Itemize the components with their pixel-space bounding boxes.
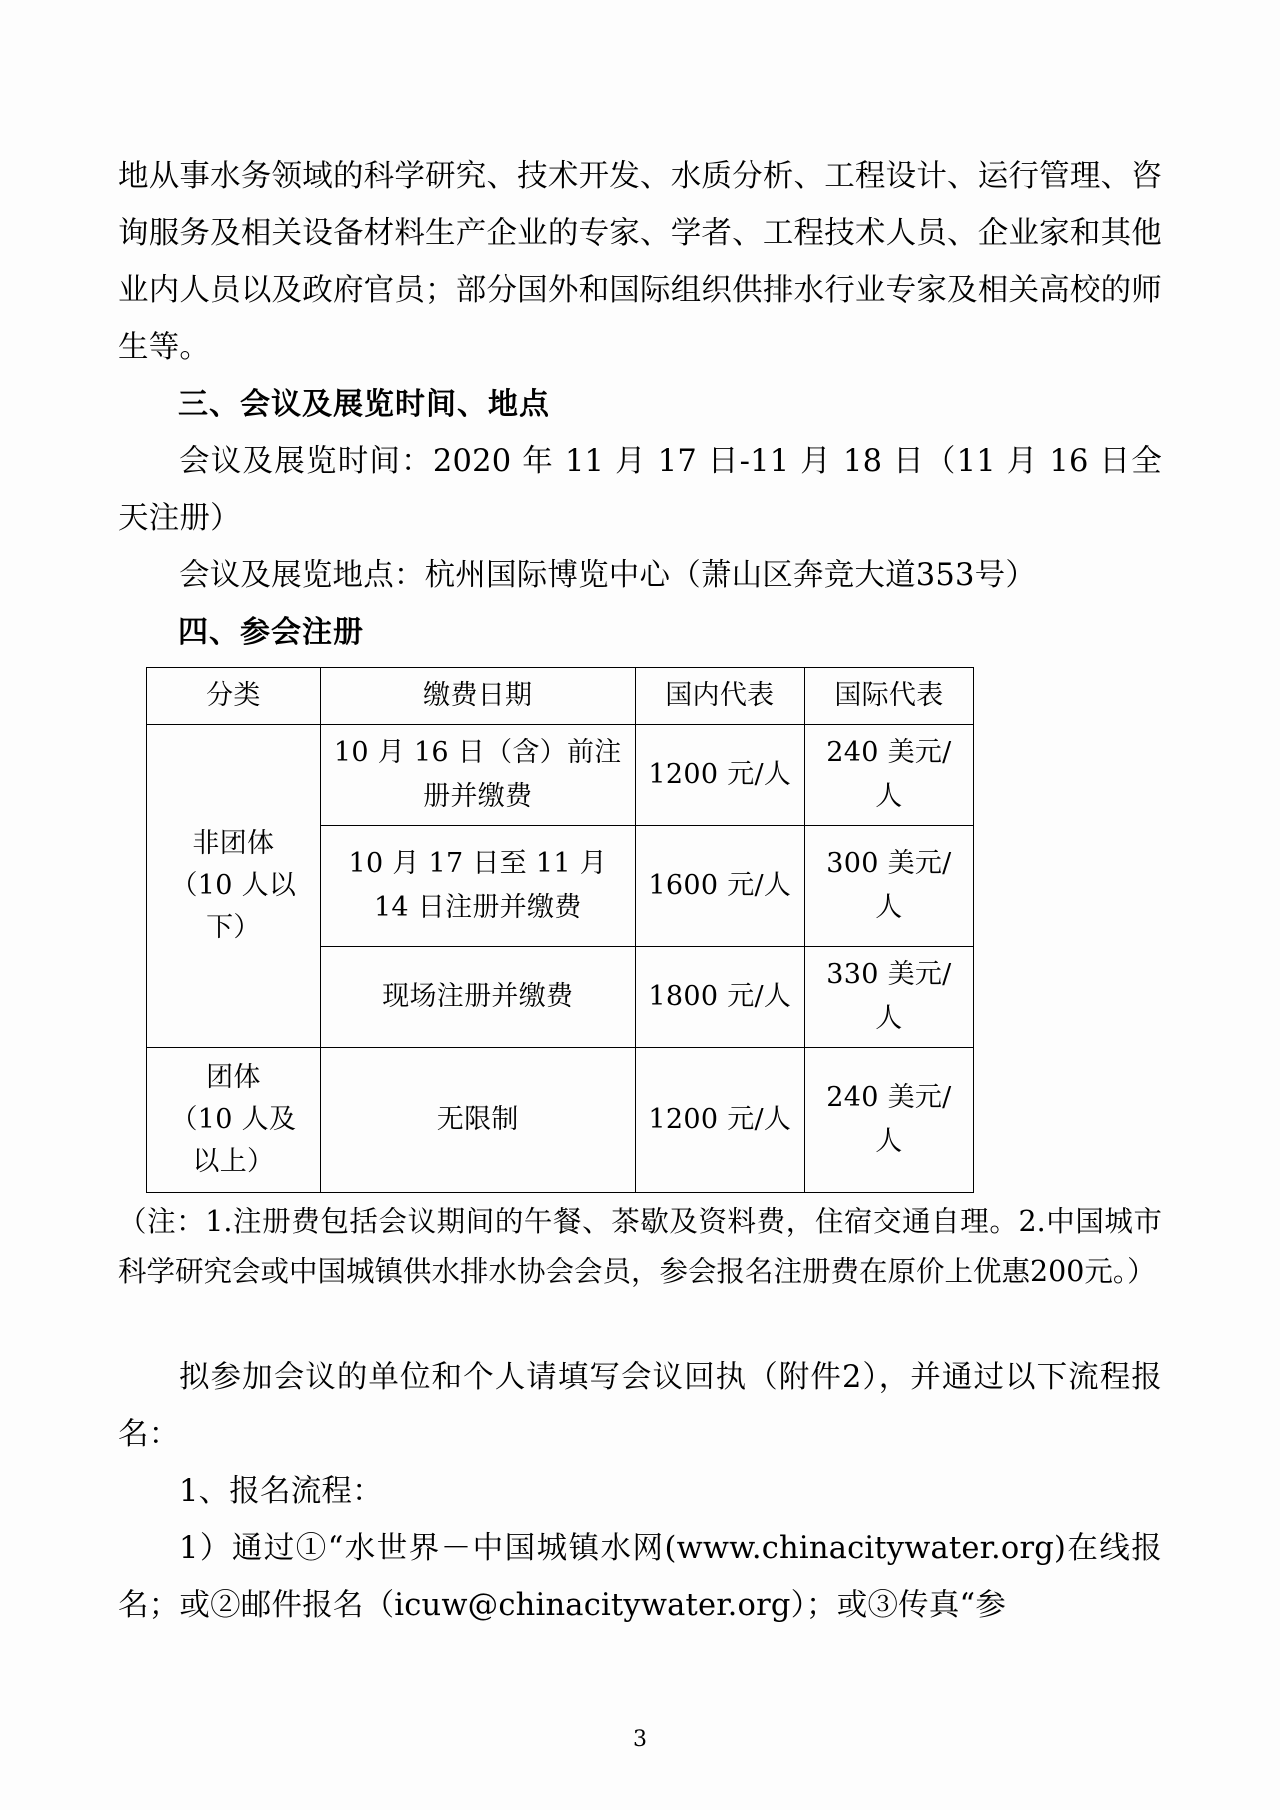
table-header-international: 国际代表 (804, 668, 973, 725)
table-cell-international: 240 美元/人 (804, 1048, 973, 1193)
table-header-row (147, 668, 974, 725)
paragraph-process-heading: 1、报名流程： (179, 1474, 383, 1509)
registration-fee-table (146, 667, 974, 1193)
paragraph-spacer (118, 1297, 1162, 1349)
table-row (147, 725, 974, 826)
table-cell-international: 300 美元/人 (804, 826, 973, 947)
table-cell-domestic: 1200 元/人 (635, 1048, 804, 1193)
table-cell-date: 10 月 17 日至 11 月 14 日注册并缴费 (320, 826, 635, 947)
table-cell-date: 无限制 (320, 1048, 635, 1193)
section-heading-3: 三、会议及展览时间、地点 (178, 387, 550, 422)
paragraph-continued-scope: 地从事水务领域的科学研究、技术开发、水质分析、工程设计、运行管理、咨询服务及相关设备材料生产企业的专家、学者、工程技术人员、企业家和其他业内人员以及政府官员；部分国外和国际组织供排水行业专家及相关高校的师生等。 (118, 159, 1162, 365)
paragraph-process-item-1: 1）通过①“水世界－中国城镇水网(www.chinacitywater.org)在线报名；或②邮件报名（icuw@chinacitywater.org）；或③传真“参 (118, 1531, 1162, 1623)
paragraph-apply-intro: 拟参加会议的单位和个人请填写会议回执（附件2），并通过以下流程报名： (118, 1360, 1162, 1452)
category-line-2: （10 人以下） (170, 870, 297, 943)
page-number: 3 (633, 1727, 647, 1752)
table-cell-date: 10 月 16 日（含）前注册并缴费 (320, 725, 635, 826)
category-line-1: 非团体 (192, 828, 275, 859)
table-cell-category-individual (147, 725, 321, 1048)
table-cell-international: 330 美元/人 (804, 947, 973, 1048)
table-cell-domestic: 1600 元/人 (635, 826, 804, 947)
table-header-payment-date: 缴费日期 (320, 668, 635, 725)
category-line-1: 团体 (206, 1062, 261, 1093)
table-header-category: 分类 (147, 668, 321, 725)
table-cell-international: 240 美元/人 (804, 725, 973, 826)
paragraph-meeting-place: 会议及展览地点：杭州国际博览中心（萧山区奔竞大道353号） (179, 558, 1037, 593)
table-row (147, 1048, 974, 1193)
table-header-domestic: 国内代表 (635, 668, 804, 725)
table-cell-category-group (147, 1048, 321, 1193)
paragraph-table-note: （注：1.注册费包括会议期间的午餐、茶歇及资料费，住宿交通自理。2.中国城市科学研究会或中国城镇供水排水协会会员，参会报名注册费在原价上优惠200元。） (118, 1205, 1162, 1288)
paragraph-meeting-time: 会议及展览时间：2020 年 11 月 17 日-11 月 18 日（11 月 16 日全天注册） (118, 444, 1162, 536)
category-line-2: （10 人及 (170, 1104, 297, 1135)
category-line-3: 以上） (192, 1146, 275, 1177)
section-heading-4: 四、参会注册 (178, 615, 364, 650)
table-cell-domestic: 1200 元/人 (635, 725, 804, 826)
table-cell-date: 现场注册并缴费 (320, 947, 635, 1048)
table-cell-domestic: 1800 元/人 (635, 947, 804, 1048)
